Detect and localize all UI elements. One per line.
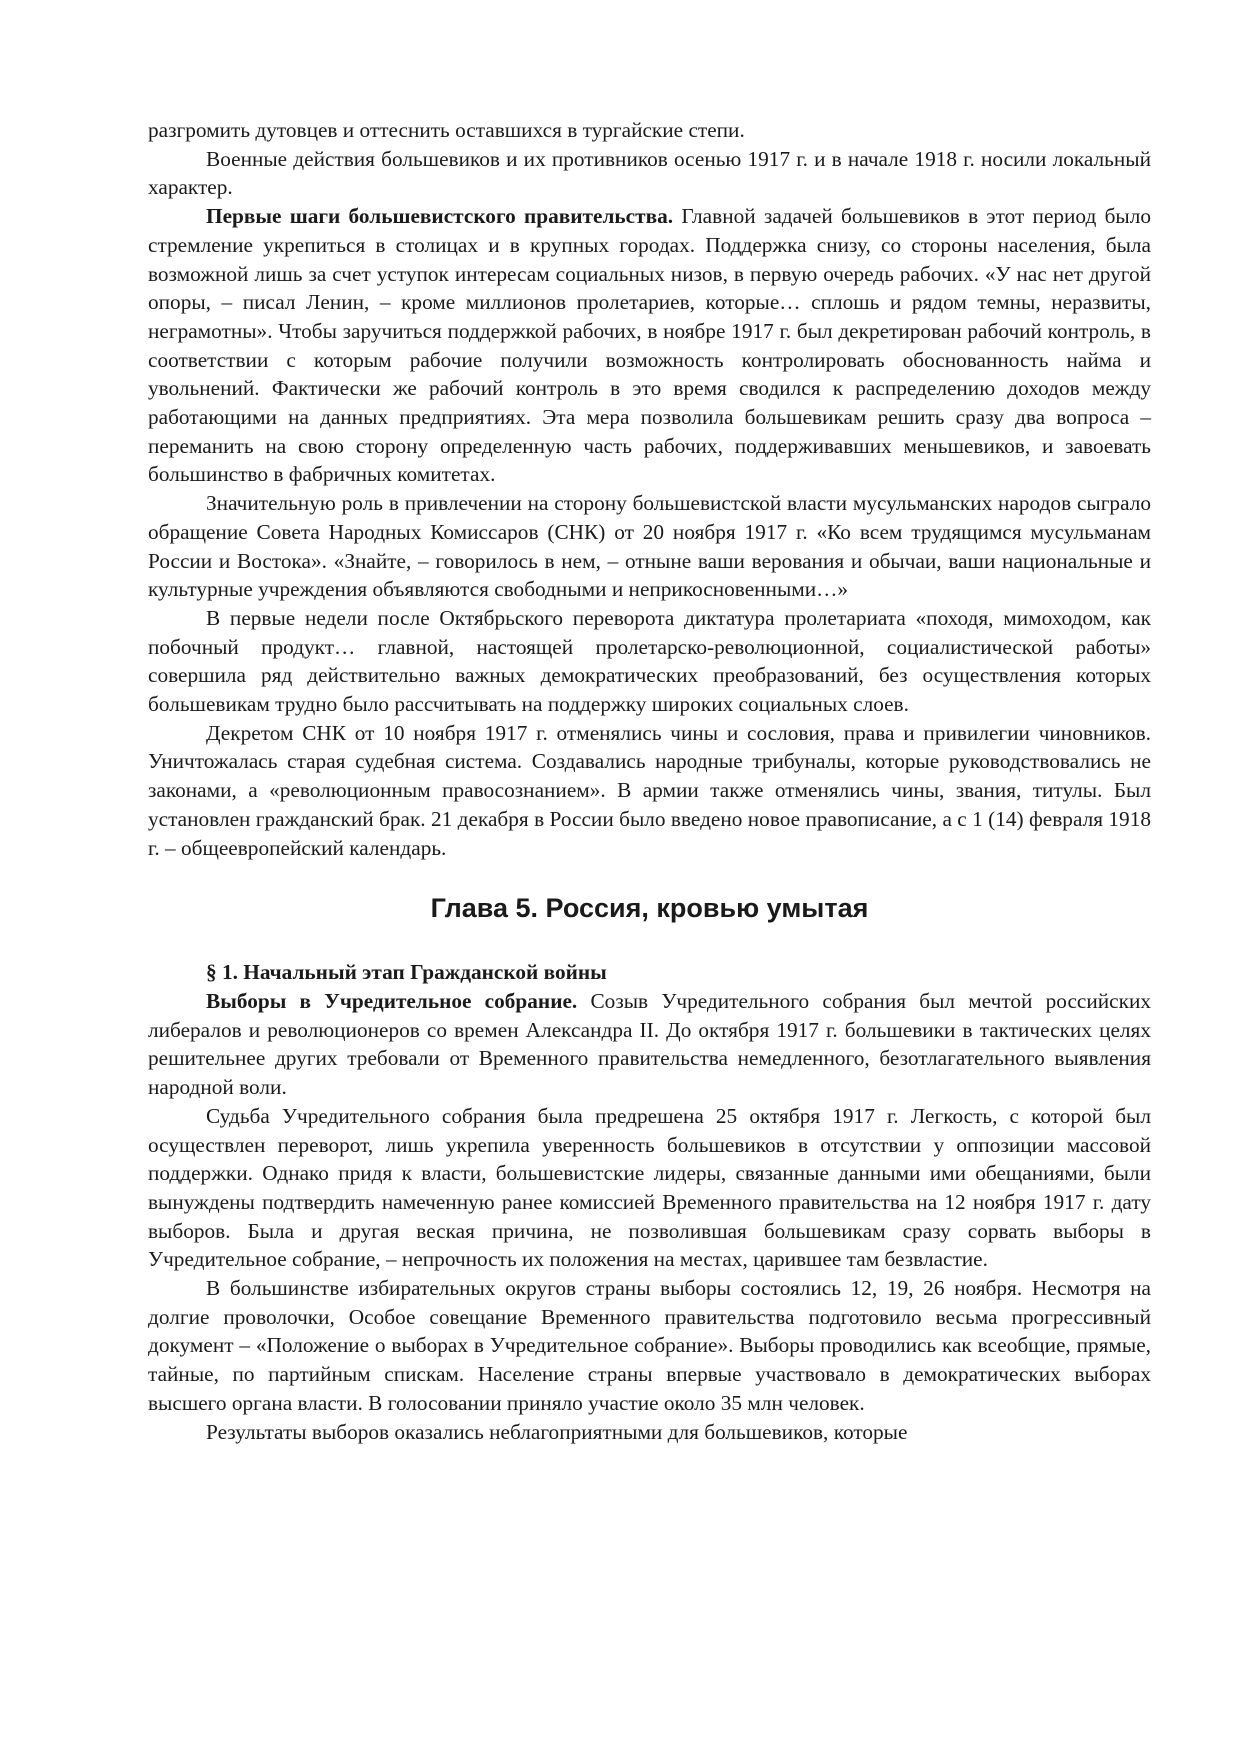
paragraph-continuation [148,116,1151,145]
paragraph-text: Значительную роль в привлечении на сторону большевистской власти мусульманских народов сыграло обращение Совета Народных Комиссаров (СНК) от 20 ноября 1917 г. «Ко всем трудящимся мусульманам России и Востока». «Знайте, – говорилось в нем, – отныне ваши верования и обычаи, ваши национальные и культурные учреждения объявляются свободными и неприкосновенными…» [148,491,1151,602]
paragraph-text: Созыв Учредительного собрания был мечтой российских либералов и революционеров со времен Александра II. До октября 1917 г. большевики в тактических целях решительнее других требовали от Временного правительства немедленного, безотлагательного выявления народной воли. [148,988,1151,1100]
paragraph [148,145,1151,202]
paragraph-lead-heading: Первые шаги большевистского правительства. [206,204,674,229]
paragraph [148,604,1151,719]
paragraph [148,987,1151,1102]
paragraph-text: Результаты выборов оказались неблагоприятными для большевиков, которые [206,1419,908,1444]
paragraph-lead-heading: Выборы в Учредительное собрание. [206,988,578,1013]
paragraph-text: В первые недели после Октябрьского переворота диктатура пролетариата «походя, мимоходом, как побочный продукт… главной, настоящей пролетарско-революционной, социалистической работы» совершила ряд действительно важных демократических преобразований, без осуществления которых большевикам трудно было рассчитывать на поддержку широких социальных слоев. [148,605,1151,717]
paragraph [148,1418,1151,1447]
paragraph-text: Судьба Учредительного собрания была предрешена 25 октября 1917 г. Легкость, с которой был осуществлен переворот, лишь укрепила уверенность большевиков в отсутствии у оппозиции массовой поддержки. Однако придя к власти, большевистские лидеры, связанные данными ими обещаниями, были вынуждены подтвердить намеченную ранее комиссией Временного правительства на 12 ноября 1917 г. дату выборов. Была и другая веская причина, не позволившая большевикам сразу сорвать выборы в Учредительное собрание, – непрочность их положения на местах, царившее там безвластие. [148,1103,1151,1272]
paragraph [148,489,1151,604]
paragraph-text: разгромить дутовцев и оттеснить оставшихся в тургайские степи. [148,118,745,142]
paragraph [148,202,1151,489]
section-title: § 1. Начальный этап Гражданской войны [206,960,607,985]
document-page [148,116,1151,1446]
paragraph [148,1102,1151,1274]
paragraph-text: Военные действия большевиков и их противников осенью 1917 г. и в начале 1918 г. носили локальный характер. [148,146,1151,200]
paragraph [148,1274,1151,1418]
paragraph-text: Главной задачей большевиков в этот период было стремление укрепиться в столицах и в крупных городах. Поддержка снизу, со стороны населения, была возможной лишь за счет уступок интересам социальных низов, в первую очередь рабочих. «У нас нет другой опоры, – писал Ленин, – кроме миллионов пролетариев, которые… сплошь и рядом темны, неразвиты, неграмотны». Чтобы заручиться поддержкой рабочих, в ноябре 1917 г. был декретирован рабочий контроль, в соответствии с которым рабочие получили возможность контролировать обоснованность найма и увольнений. Фактически же рабочий контроль в это время сводился к распределению доходов между работающими на данных предприятиях. Эта мера позволила большевикам решить сразу два вопроса – переманить на свою сторону определенную часть рабочих, поддерживавших меньшевиков, и завоевать большинство в фабричных комитетах. [148,204,1151,487]
paragraph [148,719,1151,863]
chapter-title: Глава 5. Россия, кровью умытая [430,893,869,924]
paragraph-text: В большинстве избирательных округов страны выборы состоялись 12, 19, 26 ноября. Несмотря на долгие проволочки, Особое совещание Временного правительства подготовило весьма прогрессивный документ – «Положение о выборах в Учредительное собрание». Выборы проводились как всеобщие, прямые, тайные, по партийным спискам. Население страны впервые участвовало в демократических выборах высшего органа власти. В голосовании приняло участие около 35 млн человек. [148,1276,1151,1415]
paragraph-text: Декретом СНК от 10 ноября 1917 г. отменялись чины и сословия, права и привилегии чиновников. Уничтожалась старая судебная система. Создавались народные трибуналы, которые руководствовались не законами, а «революционным правосознанием». В армии также отменялись чины, звания, титулы. Был установлен гражданский брак. 21 декабря в России было введено новое правописание, а с 1 (14) февраля 1918 г. – общеевропейский календарь. [148,720,1151,860]
